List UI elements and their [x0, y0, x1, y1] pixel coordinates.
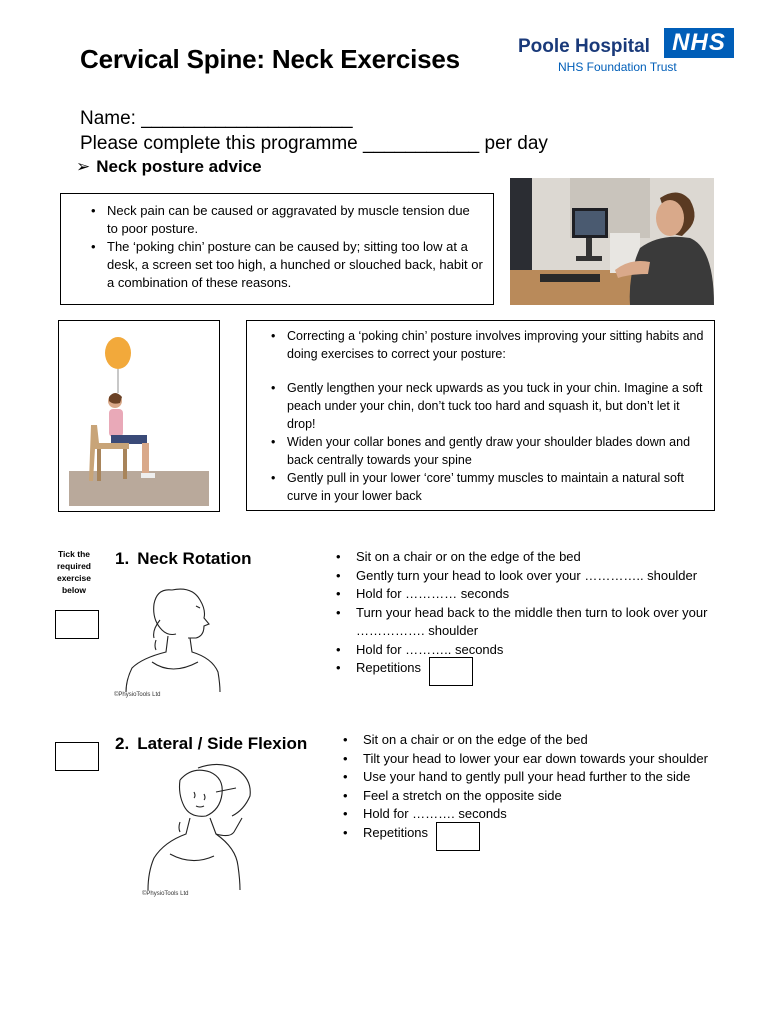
exercise-step: • Feel a stretch on the opposite side — [337, 787, 717, 806]
exercise-step: • Hold for ………. seconds — [337, 805, 717, 824]
logo-trust-name: NHS Foundation Trust — [558, 60, 677, 74]
repetitions-label: Repetitions — [356, 660, 422, 675]
tick-instruction: Tick the required exercise below — [56, 549, 92, 595]
exercise-2-tick-box[interactable] — [55, 742, 99, 771]
side-flexion-illustration — [140, 762, 265, 897]
correction-item: • Widen your collar bones and gently draw your shoulder blades down and back centrally towards your spine — [267, 433, 704, 469]
advice-item: • The ‘poking chin’ posture can be caused by; sitting too low at a desk, a screen set too high, a hunched or slouched back, habit or a combination of these reasons. — [87, 238, 483, 292]
exercise-number: 2. — [115, 734, 130, 753]
exercise-step: • Hold for ………… seconds — [330, 585, 730, 604]
correction-intro: • Correcting a ‘poking chin’ posture involves improving your sitting habits and doing exercises to correct your posture: — [267, 327, 704, 363]
advice-item: • Neck pain can be caused or aggravated by muscle tension due to poor posture. — [87, 202, 483, 238]
arrow-bullet-icon: ➢ — [76, 157, 91, 176]
exercise-name: Lateral / Side Flexion — [137, 734, 308, 753]
frequency-field-line: Please complete this programme ___________ per day — [80, 133, 548, 154]
nhs-badge: NHS — [664, 28, 734, 58]
image-credit: ©PhysioTools Ltd — [142, 891, 189, 897]
posture-correction-box — [246, 320, 715, 511]
balloon-posture-illustration — [58, 320, 220, 512]
exercise-step: • Tilt your head to lower your ear down towards your shoulder — [337, 750, 717, 769]
exercise-step: • Use your hand to gently pull your head further to the side — [337, 768, 717, 787]
correction-item: • Gently pull in your lower ‘core’ tummy muscles to maintain a natural soft curve in your lower back — [267, 469, 704, 505]
exercise-1-title — [115, 549, 251, 569]
document-title: Cervical Spine: Neck Exercises — [80, 44, 460, 74]
name-field-line: Name: ____________________ — [80, 108, 353, 129]
exercise-step: • Hold for ……….. seconds — [330, 641, 730, 660]
neck-rotation-illustration — [112, 580, 232, 698]
exercise-number: 1. — [115, 549, 130, 568]
desk-posture-photo — [510, 178, 714, 305]
exercise-step: • Turn your head back to the middle then turn to look over your ……………. shoulder — [330, 604, 730, 641]
exercise-1-repetitions-box[interactable] — [429, 657, 473, 686]
exercise-name: Neck Rotation — [137, 549, 252, 568]
exercise-1-tick-box[interactable] — [55, 610, 99, 639]
repetitions-step — [330, 659, 730, 688]
exercise-1-steps — [330, 548, 730, 688]
poole-hospital-logo — [518, 28, 738, 78]
posture-advice-box — [60, 193, 494, 305]
correction-item: • Gently lengthen your neck upwards as you tuck in your chin. Imagine a soft peach under your chin, don’t tuck too hard and squash it, but don’t let it drop! — [267, 379, 704, 433]
exercise-2-steps — [337, 731, 717, 853]
section-heading — [76, 157, 262, 177]
section-heading-text: Neck posture advice — [96, 157, 262, 176]
image-credit: ©PhysioTools Ltd — [114, 692, 161, 698]
exercise-2-title — [115, 734, 307, 754]
repetitions-step — [337, 824, 717, 853]
exercise-2-repetitions-box[interactable] — [436, 822, 480, 851]
exercise-step: • Gently turn your head to look over your ………….. shoulder — [330, 567, 730, 586]
repetitions-label: Repetitions — [363, 824, 429, 840]
exercise-step: • Sit on a chair or on the edge of the bed — [330, 548, 730, 567]
exercise-step: • Sit on a chair or on the edge of the bed — [337, 731, 717, 750]
logo-org-name: Poole Hospital — [518, 36, 650, 57]
